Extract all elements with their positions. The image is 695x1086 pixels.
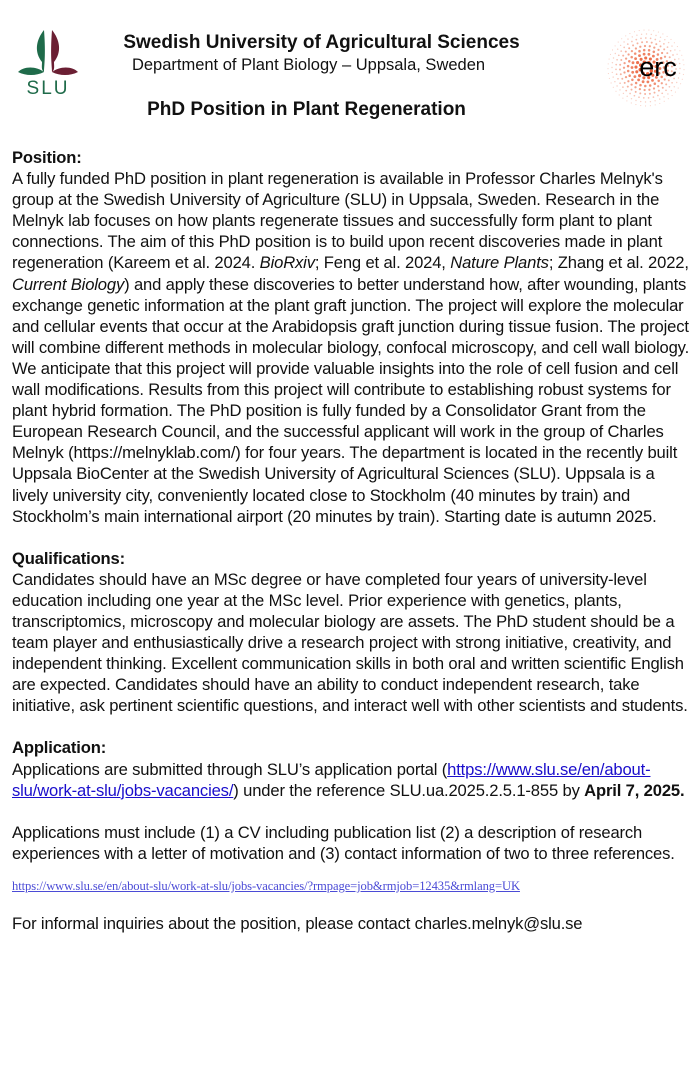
erc-dot	[609, 78, 610, 79]
erc-dot	[679, 73, 680, 74]
erc-dot	[625, 90, 627, 92]
erc-dot	[654, 82, 657, 85]
svg-text:erc: erc	[639, 52, 677, 82]
erc-dot	[634, 86, 636, 88]
erc-dot	[653, 87, 655, 89]
erc-dot	[670, 39, 671, 40]
erc-dot	[664, 101, 665, 102]
qualifications-paragraph: Candidates should have an MSc degree or have completed four years of university-level education including one year at the MSc level. Prior experience with genetics, plants, transcriptomics, microscopy and molecular biology are assets. The PhD student should be a team player and enthusiastically drive a research project with strong initiative, creativity, and independent thinking. Excellent communication skills in both oral and written scientific English are expected. Candidates should have an ability to conduct independent research, take initiative, ask pertinent scientific questions, and interact well with other scientists and students.	[12, 569, 688, 716]
erc-dot	[674, 42, 675, 43]
erc-dot	[667, 93, 668, 94]
erc-dot	[674, 86, 675, 87]
erc-dot	[619, 89, 620, 90]
application-paragraph	[12, 759, 692, 801]
erc-dot	[644, 85, 647, 88]
erc-dot	[649, 84, 652, 87]
position-text-1: A fully funded PhD position in plant regeneration is available in Professor Charles Melnyk's group at the Swedish University of Agriculture (SLU) in Uppsala, Sweden. Research in the Melnyk lab focuses on how plants regenerate tissues and successfully form plant to plant connections. The aim of this PhD position is to build upon recent discoveries made in plant regeneration (Kareem et al. 2024.	[12, 169, 663, 273]
erc-dot	[635, 91, 637, 93]
erc-dot	[678, 88, 679, 89]
erc-dot	[639, 30, 640, 31]
erc-dot	[611, 82, 612, 83]
erc-dot	[621, 78, 623, 80]
erc-dot	[671, 90, 672, 91]
erc-dot	[678, 58, 679, 59]
erc-dot	[614, 81, 615, 82]
erc-dot	[679, 50, 680, 51]
job-posting-link[interactable]: https://www.slu.se/en/about-slu/work-at-slu/jobs-vacancies/?rmpage=job&rmjob=12435&rmlang=UK	[12, 878, 520, 893]
erc-dot	[638, 96, 640, 98]
erc-dot	[627, 80, 629, 82]
erc-dot	[671, 45, 672, 46]
erc-dot	[630, 83, 632, 85]
contact-line: For informal inquiries about the position, please contact charles.melnyk@slu.se	[12, 914, 583, 933]
erc-dot	[619, 82, 621, 84]
erc-dot	[676, 82, 677, 83]
erc-dot	[657, 95, 659, 97]
erc-dot	[619, 94, 620, 95]
erc-dot	[653, 96, 655, 98]
erc-dot	[679, 68, 680, 69]
erc-dot	[627, 86, 629, 88]
erc-dot	[617, 78, 619, 80]
erc-dot	[639, 92, 641, 94]
erc-dot	[629, 93, 631, 95]
erc-dot	[657, 85, 659, 87]
erc-dot	[615, 91, 616, 92]
requirements-paragraph: Applications must include (1) a CV including publication list (2) a description of research experiences with a letter of motivation and (3) contact information of two to three references.	[12, 822, 675, 863]
erc-dot	[644, 93, 646, 95]
erc-dot	[665, 83, 667, 85]
position-paragraph	[12, 168, 692, 527]
erc-dot	[643, 30, 644, 31]
erc-dot	[648, 89, 650, 91]
erc-dot	[659, 103, 660, 104]
erc-dot	[655, 104, 656, 105]
citation-biorxiv: BioRxiv	[259, 253, 315, 273]
position-text-4: ) and apply these discoveries to better understand how, after wounding, plants exchange genetic information at the plant graft junction. The project will explore the molecular and cellular events that occur at the Arabidopsis graft junction during tissue fusion. The project will combine different methods in molecular biology, confocal microscopy, and cell wall biology. We anticipate that this project will provide valuable insights into the role of cell fusion and cell wall modifications. Results from this project will contribute to establishing robust systems for plant hybrid formation. The PhD position is fully funded by a Consolidator Grant from the European Research Council, and the successful applicant will work in the group of Charles Melnyk (https://melnyklab.com/) for four years. The department is located in the recently built Uppsala BioCenter at the Swedish University of Agricultural Sciences (SLU). Uppsala is a lively university city, conveniently located close to Stockholm (40 minutes by train) and Stockholm’s main international airport (20 minutes by train). Starting date is autumn 2025.	[12, 274, 690, 526]
department-name: Department of Plant Biology – Uppsala, Sweden	[131, 56, 486, 74]
position-text-3: ; Zhang et al. 2022,	[548, 253, 689, 273]
erc-dot	[610, 54, 611, 55]
portal-link[interactable]: https://www.slu.se/en/about-slu/work-at-slu/jobs-vacancies/	[12, 759, 651, 800]
erc-dot	[613, 87, 614, 88]
erc-dot	[643, 89, 645, 91]
erc-dot	[612, 76, 613, 77]
erc-dot	[679, 63, 680, 64]
erc-dot	[672, 95, 673, 96]
erc-dot	[631, 89, 633, 91]
erc-dot	[665, 89, 667, 91]
erc-dot	[682, 79, 683, 80]
citation-nature-plants: Nature Plants	[450, 253, 549, 273]
erc-dot	[661, 92, 663, 94]
erc-dot	[634, 95, 636, 97]
application-text-1: Applications are submitted through SLU’s application portal (	[12, 759, 448, 779]
erc-dot	[678, 77, 679, 78]
erc-dot	[659, 98, 660, 99]
application-text-2: ) under the reference SLU.ua.2025.2.5.1-855 by	[233, 780, 585, 800]
erc-dot	[625, 76, 627, 78]
erc-dot	[674, 49, 675, 50]
position-heading: Position:	[12, 148, 82, 167]
erc-dot	[633, 75, 636, 78]
erc-dot	[658, 90, 660, 92]
erc-dot	[635, 82, 638, 85]
citation-current-biology: Current Biology	[12, 274, 125, 294]
erc-dot	[626, 96, 627, 97]
page-title: PhD Position in Plant Regeneration	[147, 99, 466, 120]
erc-dot	[683, 74, 684, 75]
erc-dot	[683, 59, 684, 60]
erc-dot	[683, 69, 684, 70]
erc-dot	[639, 88, 641, 90]
erc-dot	[683, 64, 684, 65]
erc-dot	[624, 82, 626, 84]
erc-dot	[631, 79, 634, 82]
erc-dot	[677, 46, 678, 47]
qualifications-heading: Qualifications:	[12, 548, 125, 568]
erc-dot	[668, 98, 669, 99]
erc-dot	[639, 84, 642, 87]
university-name: Swedish University of Agricultural Sciences	[123, 32, 520, 53]
erc-dot	[662, 87, 664, 89]
application-heading: Application:	[12, 738, 107, 758]
deadline: April 7, 2025.	[584, 780, 685, 800]
erc-dot	[669, 86, 671, 88]
erc-dot	[671, 82, 673, 84]
svg-text:SLU: SLU	[26, 78, 70, 98]
document-body	[12, 147, 692, 934]
erc-dot	[680, 83, 681, 84]
erc-dot	[663, 96, 664, 97]
erc-dot	[622, 86, 624, 88]
erc-dot	[616, 85, 617, 86]
erc-dot	[649, 93, 651, 95]
erc-dot	[675, 92, 676, 93]
erc-dot	[623, 93, 624, 94]
erc-dot	[661, 82, 663, 84]
erc-dot	[654, 92, 656, 94]
erc-dot	[648, 30, 649, 31]
erc-dot	[654, 100, 655, 101]
erc-dot	[681, 55, 682, 56]
position-text-2: ; Feng et al. 2024,	[314, 253, 451, 273]
